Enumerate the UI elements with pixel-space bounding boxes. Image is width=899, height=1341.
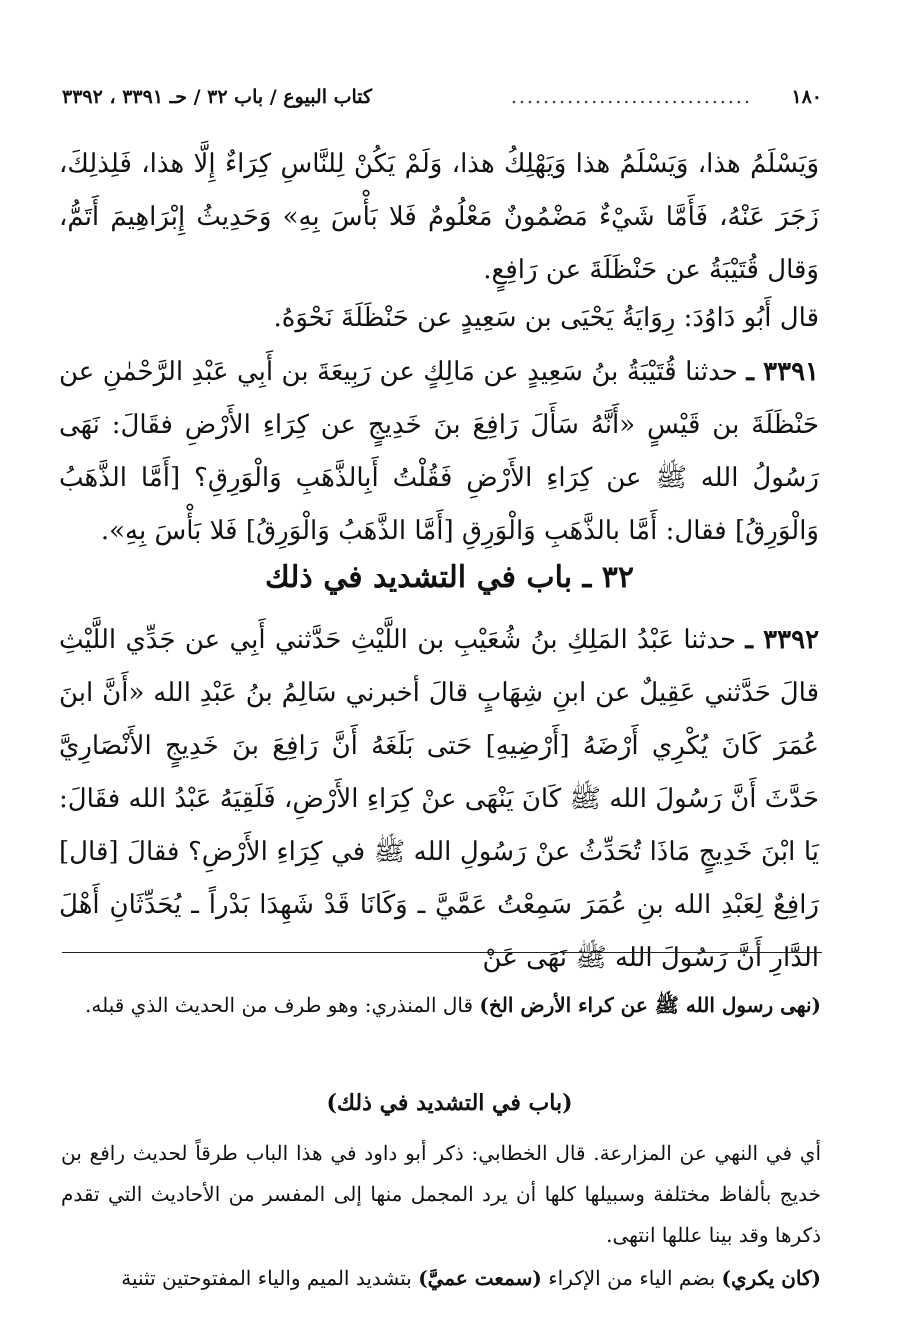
- footnote-1: [61, 985, 821, 1026]
- footnote-3: [61, 1258, 821, 1299]
- footnote-keyword: (سمعت عميَّ): [418, 1266, 542, 1290]
- footnote-text: بضم الياء من الإكراء: [548, 1266, 716, 1290]
- page-number: ١٨٠: [791, 86, 822, 108]
- paragraph-abu-dawud-note: [59, 292, 819, 345]
- footnote-text: قال المنذري: وهو طرف من الحديث الذي قبله.: [85, 993, 474, 1017]
- hadith-3391: [59, 346, 819, 558]
- paragraph-text: قال أَبُو دَاوُدَ: رِوَايَةُ يَحْيَى بن سَعِيدٍ عن حَنْظَلَةَ نَحْوَهُ.: [273, 303, 819, 333]
- page-header: [62, 86, 822, 116]
- footnote-keyword: (كان يكري): [721, 1266, 821, 1290]
- footnote-divider: [62, 952, 822, 953]
- footnote-text: بتشديد الميم والياء المفتوحتين تثنية: [121, 1266, 412, 1290]
- chapter-heading: ٣٢ ـ باب في التشديد في ذلك: [264, 560, 635, 595]
- footnote-keyword: (نهى رسول الله ﷺ عن كراء الأرض الخ): [479, 993, 821, 1017]
- running-title: كتاب البيوع / باب ٣٢ / حـ ٣٣٩١ ، ٣٣٩٢: [62, 86, 373, 108]
- paragraph-text: وَيَسْلَمُ هذا، وَيَسْلَمُ هذا وَيَهْلِكُ هذا، وَلَمْ يَكُنْ لِلنَّاسِ كِرَاءٌ إِلَّا هذا، فَلِذلِكَ، زَجَرَ عَنْهُ، فَأَمَّا شَيْءٌ مَضْمُونٌ مَعْلُومٌ فَلا بَأْسَ بِهِ» وَحَدِيثُ إِبْرَاهِيمَ أَتَمُّ، وَقال قُتَيْبَةُ عن حَنْظَلَةَ عن رَافِعٍ.: [59, 149, 819, 285]
- header-leader-dots: ..............................: [510, 86, 752, 108]
- hadith-text: حدثنا عَبْدُ المَلِكِ بنُ شُعَيْبِ بن اللَّيْثِ حَدَّثني أَبِي عن جَدِّي اللَّيْثِ قالَ حَدَّثني عَقِيلٌ عن ابنِ شِهَابٍ قالَ أخبرني سَالِمُ بنُ عَبْدِ الله «أَنَّ ابنَ عُمَرَ كَانَ يُكْرِي أَرْضَهُ [أَرْضِيهِ] حَتى بَلَغَهُ أَنَّ رَافِعَ بنَ خَدِيجٍ الأَنْصَارِيَّ حَدَّثَ أَنَّ رَسُولَ الله ﷺ كَانَ يَنْهَى عنْ كِرَاءِ الأَرْضِ، فَلَقِيَهُ عَبْدُ الله فقَالَ: يَا ابْنَ خَدِيجٍ مَاذَا تُحَدِّثُ عنْ رَسُولِ الله ﷺ في كِرَاءِ الأَرْضِ؟ فقالَ [قال] رَافِعٌ لِعَبْدِ الله بنِ عُمَرَ سَمِعْتُ عَمَّيَّ ـ وَكَانَا قَدْ شَهِدَا بَدْراً ـ يُحَدِّثَانِ أَهْلَ الدَّارِ أَنَّ رَسُولَ الله ﷺ نَهَى عَنْ: [59, 625, 819, 973]
- footnote-2: [61, 1133, 821, 1256]
- footnote-chapter-title: (باب في التشديد في ذلك): [326, 1090, 573, 1116]
- paragraph-continuation: [59, 138, 819, 297]
- hadith-number: ٣٣٩١ ـ: [746, 357, 820, 387]
- hadith-text: حدثنا قُتَيْبَةُ بنُ سَعِيدٍ عن مَالِكٍ عن رَبِيعَةَ بن أَبِي عَبْدِ الرَّحْمٰنِ عن حَنْظَلَةَ بن قَيْسٍ «أَنَّهُ سَأَلَ رَافِعَ بنَ خَدِيجٍ عن كِرَاءِ الأَرْضِ فقَالَ: نَهَى رَسُولُ الله ﷺ عن كِرَاءِ الأَرْضِ فَقُلْتُ أَبِالذَّهَبِ وَالْوَرِقِ؟ [أَمَّا الذَّهَبُ وَالْوَرِقُ] فقال: أَمَّا بالذَّهَبِ وَالْوَرِقِ [أَمَّا الذَّهَبُ وَالْوَرِقُ] فَلا بَأْسَ بِهِ».: [59, 357, 819, 546]
- hadith-3392: [59, 614, 819, 985]
- hadith-number: ٣٣٩٢ ـ: [745, 625, 820, 655]
- footnote-text: أي في النهي عن المزارعة. قال الخطابي: ذكر أبو داود في هذا الباب طرقاً لحديث رافع بن خديج بألفاظ مختلفة وسبيلها كلها أن يرد المجمل منها إلى المفسر من الأحاديث التي تقدم ذكرها وقد بينا عللها انتهى.: [61, 1141, 821, 1247]
